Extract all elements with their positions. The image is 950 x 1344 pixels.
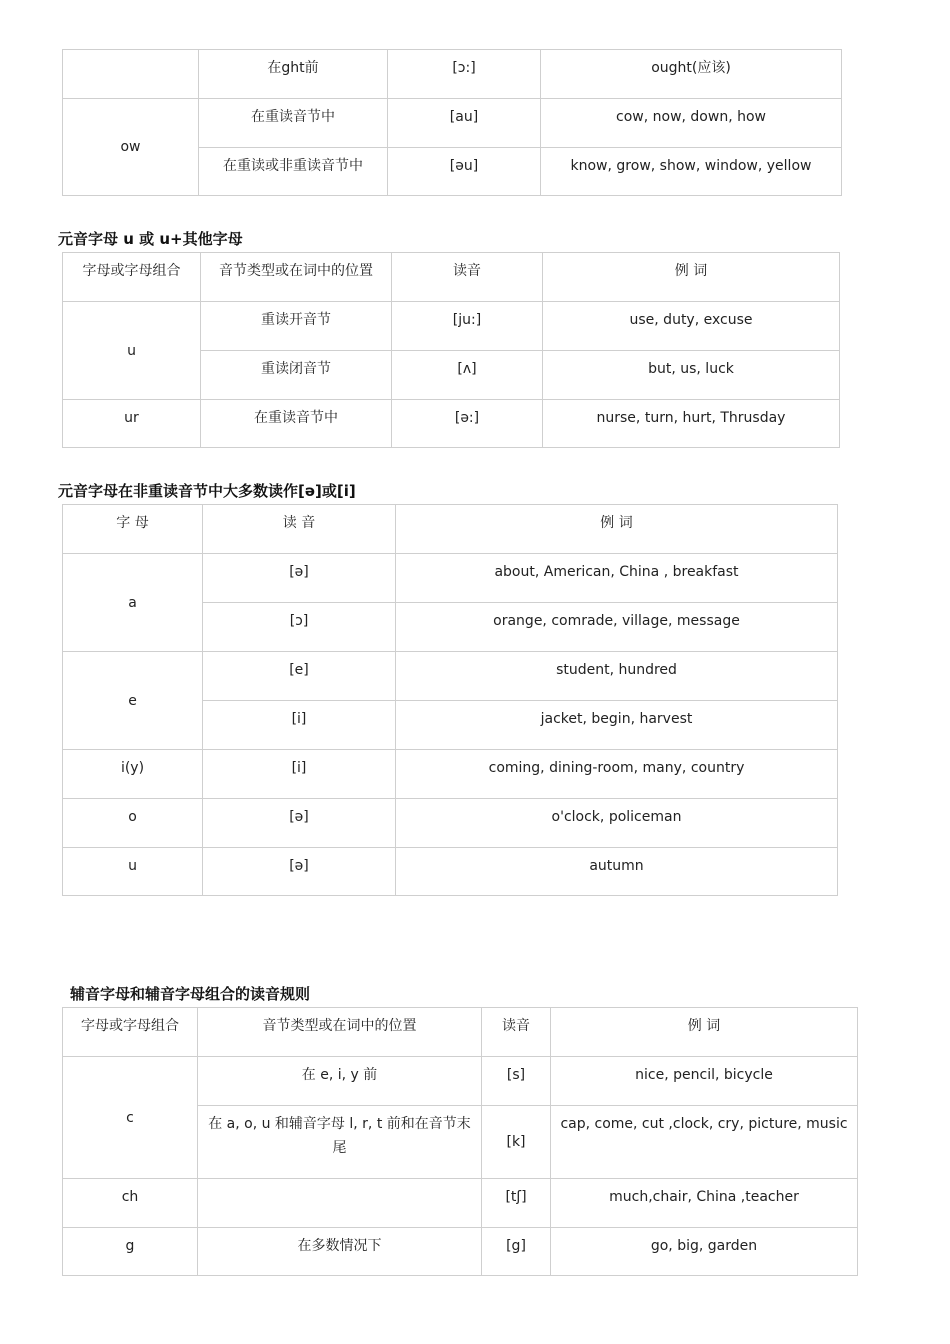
cell-letter: ur — [63, 400, 201, 448]
cell-example: cap, come, cut ,clock, cry, picture, music — [551, 1106, 858, 1179]
header-letter: 字母或字母组合 — [63, 1008, 198, 1057]
table-row — [63, 1228, 858, 1276]
cell-ipa: [ə] — [203, 799, 396, 848]
cell-ipa: [au] — [388, 99, 541, 148]
cell-example: o'clock, policeman — [396, 799, 838, 848]
cell-ipa: [ju:] — [392, 302, 543, 351]
header-ipa: 读音 — [482, 1008, 551, 1057]
table-header-row — [63, 505, 838, 554]
cell-position: 在多数情况下 — [198, 1228, 482, 1276]
cell-ipa: [ə] — [203, 848, 396, 896]
cell-position: 重读闭音节 — [201, 351, 392, 400]
section-heading: 元音字母 u 或 u+其他字母 — [58, 230, 243, 248]
cell-position: 在重读音节中 — [199, 99, 388, 148]
table-row — [63, 750, 838, 799]
cell-ipa: [əu] — [388, 148, 541, 196]
header-letter: 字 母 — [63, 505, 203, 554]
table-vowel-u — [62, 252, 840, 448]
cell-ipa: [ə:] — [392, 400, 543, 448]
cell-letter: c — [63, 1057, 198, 1179]
cell-example: about, American, China , breakfast — [396, 554, 838, 603]
cell-example: use, duty, excuse — [543, 302, 840, 351]
cell-example: much,chair, China ,teacher — [551, 1179, 858, 1228]
table-unstressed-vowels — [62, 504, 838, 896]
cell-position: 在 a, o, u 和辅音字母 l, r, t 前和在音节末尾 — [198, 1106, 482, 1179]
cell-ipa: [e] — [203, 652, 396, 701]
table-row — [63, 1179, 858, 1228]
cell-example: autumn — [396, 848, 838, 896]
table-row — [63, 799, 838, 848]
table-ow — [62, 49, 842, 196]
table-consonants — [62, 1007, 858, 1276]
table-row — [63, 1057, 858, 1106]
header-ipa: 读音 — [392, 253, 543, 302]
cell-example: jacket, begin, harvest — [396, 701, 838, 750]
cell-position — [198, 1179, 482, 1228]
table-row — [63, 848, 838, 896]
section-heading: 辅音字母和辅音字母组合的读音规则 — [70, 985, 311, 1003]
cell-letter: u — [63, 302, 201, 400]
section-heading: 元音字母在非重读音节中大多数读作[ə]或[i] — [58, 482, 356, 500]
cell-example: nice, pencil, bicycle — [551, 1057, 858, 1106]
cell-position: 在 e, i, y 前 — [198, 1057, 482, 1106]
cell-ipa: [i] — [203, 701, 396, 750]
table-header-row — [63, 253, 840, 302]
cell-example: orange, comrade, village, message — [396, 603, 838, 652]
cell-ipa: [g] — [482, 1228, 551, 1276]
cell-example: ought(应该) — [541, 50, 842, 99]
cell-example: student, hundred — [396, 652, 838, 701]
table-row — [63, 50, 842, 99]
table-row — [63, 99, 842, 148]
table-row — [63, 400, 840, 448]
cell-ipa: [k] — [482, 1106, 551, 1179]
header-example: 例 词 — [396, 505, 838, 554]
cell-position: 在ght前 — [199, 50, 388, 99]
table-row — [63, 554, 838, 603]
cell-example: cow, now, down, how — [541, 99, 842, 148]
cell-letter: a — [63, 554, 203, 652]
header-ipa: 读 音 — [203, 505, 396, 554]
header-example: 例 词 — [543, 253, 840, 302]
cell-ipa: [ɔ] — [203, 603, 396, 652]
cell-letter: o — [63, 799, 203, 848]
cell-letter: ch — [63, 1179, 198, 1228]
cell-example: coming, dining-room, many, country — [396, 750, 838, 799]
cell-letter: e — [63, 652, 203, 750]
table-row — [63, 302, 840, 351]
cell-example: nurse, turn, hurt, Thrusday — [543, 400, 840, 448]
cell-example: know, grow, show, window, yellow — [541, 148, 842, 196]
cell-letter: i(y) — [63, 750, 203, 799]
table-header-row — [63, 1008, 858, 1057]
header-example: 例 词 — [551, 1008, 858, 1057]
cell-letter: ow — [63, 99, 199, 196]
cell-letter — [63, 50, 199, 99]
cell-letter: g — [63, 1228, 198, 1276]
cell-position: 在重读或非重读音节中 — [199, 148, 388, 196]
header-position: 音节类型或在词中的位置 — [198, 1008, 482, 1057]
header-position: 音节类型或在词中的位置 — [201, 253, 392, 302]
cell-position: 重读开音节 — [201, 302, 392, 351]
cell-ipa: [s] — [482, 1057, 551, 1106]
cell-ipa: [ə] — [203, 554, 396, 603]
cell-ipa: [i] — [203, 750, 396, 799]
cell-ipa: [ɔ:] — [388, 50, 541, 99]
cell-ipa: [tʃ] — [482, 1179, 551, 1228]
cell-ipa: [ʌ] — [392, 351, 543, 400]
cell-example: but, us, luck — [543, 351, 840, 400]
cell-example: go, big, garden — [551, 1228, 858, 1276]
header-letter: 字母或字母组合 — [63, 253, 201, 302]
table-row — [63, 652, 838, 701]
cell-letter: u — [63, 848, 203, 896]
cell-position: 在重读音节中 — [201, 400, 392, 448]
